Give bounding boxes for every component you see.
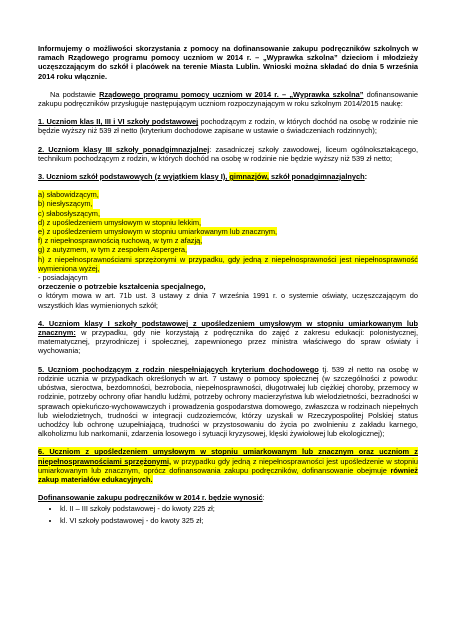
- list-item: • kl. VI szkoły podstawowej - do kwoty 325 zł;: [60, 516, 418, 525]
- section-6: [38, 447, 418, 484]
- section-2: [38, 145, 418, 163]
- section-1-text: pochodzącym z rodzin, w których dochód na osobę w rodzinie nie będzie wyższy niż 539 zł netto (kryterium dochodowe zapisane w ustawie o świadczeniach rodzinnych);: [38, 117, 418, 136]
- section-5: [38, 365, 418, 439]
- amount-list: [38, 504, 418, 524]
- list-item: f) z niepełnosprawnością ruchową, w tym z afazją,: [38, 236, 203, 246]
- list-item-last: - posiadającym orzeczenie o potrzebie kształcenia specjalnego, o którym mowa w art. 71b ust. 3 ustawy z dnia 7 września 1991 r. o systemie oświaty, uczęszczającym do wszystkich klas wymienionych szkół;: [38, 273, 418, 310]
- section-2-text: : zasadniczej szkoły zawodowej, liceum ogólnokształcącego, technikum pochodzącym z rodzin, w których dochód na osobę w rodzinie nie będzie wyższy niż 539 zł netto;: [38, 144, 419, 163]
- section-3-list: [38, 190, 418, 310]
- section-5-text: tj. 539 zł netto na osobę w rodzinie ucznia w przypadkach określonych w art. 7 ustawy o pomocy społecznej (w szczególności z powodu: ubóstwa, sieroctwa, bezdomności, bezrobocia, niepełnosprawności, długotrwałej lub ciężkiej choroby, przemocy w rodzinie, potrzeby ochrony ofiar handlu ludźmi, potrzeby ochrony macierzyństwa lub wielodzietności, bezradności w sprawach opiekuńczo-wychowawczych i prowadzenia gospodarstwa domowego, zwłaszcza w rodzinach niepełnych lub wielodzietnych, trudności w integracji cudzoziemców, którzy uzyskali w Rzeczypospolitej Polskiej status uchodźcy lub ochronę uzupełniającą, trudności w przystosowaniu do życia po zwolnieniu z zakładu karnego, alkoholizmu lub narkomanii, zdarzenia losowego i sytuacji kryzysowej, klęski żywiołowej lub ekologicznej);: [38, 364, 418, 439]
- program-paragraph: [38, 90, 418, 108]
- section-4: [38, 319, 418, 356]
- section-7-heading: Dofinansowanie zakupu podręczników w 2014 r. będzie wynosić: [38, 493, 263, 503]
- list-item: g) z autyzmem, w tym z zespołem Aspergera,: [38, 245, 188, 255]
- list-item: c) słabosłyszącym,: [38, 208, 101, 218]
- section-1: [38, 117, 418, 135]
- list-item: a) słabowidzącym,: [38, 190, 99, 200]
- section-4-heading: 4. Uczniom klasy I szkoły podstawowej z upośledzeniem umysłowym w stopniu umiarkowanym lub znacznym:: [38, 318, 418, 338]
- section-5-heading: 5. Uczniom pochodzącym z rodzin niespełniających kryterium dochodowego: [38, 364, 319, 374]
- section-3-heading: 3. Uczniom szkół podstawowych (z wyjątkiem klasy I), gimnazjów, szkół ponadgimnazjalnych:: [38, 172, 368, 182]
- document-page: [38, 44, 418, 527]
- gimnazjow-highlight: gimnazjów,: [229, 172, 269, 182]
- program-pre: Na podstawie: [50, 89, 100, 99]
- list-item: b) niesłyszącym,: [38, 199, 93, 209]
- program-link[interactable]: Rządowego programu pomocy uczniom w 2014 r. – „Wyprawka szkolna”: [99, 89, 364, 99]
- list-item: d) z upośledzeniem umysłowym w stopniu lekkim,: [38, 217, 202, 227]
- section-7: Dofinansowanie zakupu podręczników w 2014 r. będzie wynosić:: [38, 493, 265, 503]
- list-item: • kl. II – III szkoły podstawowej - do kwoty 225 zł;: [60, 504, 418, 513]
- section-1-heading: 1. Uczniom klas II, III i VI szkoły podstawowej: [38, 117, 199, 127]
- section-6-bold-end: również zakup materiałów edukacyjnych.: [38, 465, 418, 484]
- section-6-text: w przypadku gdy jedną z niepełnosprawności jest upośledzenie w stopniu umiarkowanym lub znacznym, oprócz dofinansowania zakupu podręczników, dofinansowanie obejmuje: [38, 456, 419, 475]
- list-item: h) z niepełnosprawnościami sprzężonymi w przypadku, gdy jedną z niepełnosprawności jest niepełnosprawność wymieniona wyżej,: [38, 254, 418, 273]
- program-post: dofinansowanie zakupu podręczników przysługuje następującym uczniom rozpoczynającym w roku szkolnym 2014/2015 naukę:: [38, 89, 418, 109]
- section-6-heading: 6. Uczniom z upośledzeniem umysłowym w stopniu umiarkowanym lub znacznym oraz uczniom z niepełnosprawnościami sprzężonymi,: [38, 447, 418, 466]
- list-item: e) z upośledzeniem umysłowym w stopniu umiarkowanym lub znacznym,: [38, 227, 278, 237]
- section-2-heading: 2. Uczniom klasy III szkoły ponadgimnazjalnej: [38, 144, 210, 154]
- intro-paragraph: Informujemy o możliwości skorzystania z pomocy na dofinansowanie zakupu podręczników szkolnych w ramach Rządowego programu pomocy uczniom w 2014 r. – „Wyprawka szkolna” dzieciom i młodzieży uczęszczającym do szkół i placówek na terenie Miasta Lublin. Wnioski można składać do dnia 5 września 2014 roku włącznie.: [38, 44, 418, 81]
- section-4-text: w przypadku, gdy nie korzystają z podręcznika do zajęć z zakresu edukacji: polonistycznej, matematycznej, przyrodniczej i społecznej, zapewnionego przez ministra właściwego do spraw oświaty i wychowania;: [38, 328, 418, 356]
